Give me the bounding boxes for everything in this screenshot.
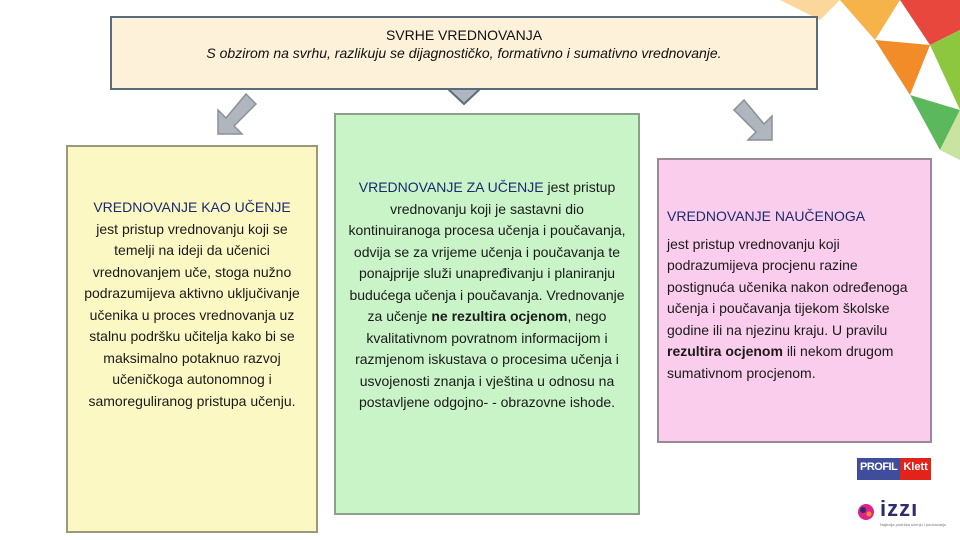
assessment-of-learning-body (667, 234, 922, 385)
arrow-down-left-icon (212, 90, 260, 138)
izzi-mark-icon (856, 502, 876, 522)
izzi-wordmark: izzı (880, 496, 919, 521)
assessment-for-learning-emphasis: ne rezultira ocjenom (431, 308, 568, 324)
assessment-of-learning-text-b: ili nekom drugom sumativnom procjenom. (667, 343, 894, 381)
assessment-for-learning-box (334, 113, 640, 515)
assessment-for-learning-text-a: jest pristup vrednovanju koji je sastavni dio kontinuiranoga procesa učenja i poučavanja, odvija se za vrijeme učenja i poučavanja te ponajprije služi unapređivanju i planiranju budućega učenja i poučavanja. Vrednovanje za učenje (348, 179, 626, 324)
assessment-for-learning-title: VREDNOVANJE ZA UČENJE (358, 179, 544, 195)
page-title: SVRHE VREDNOVANJA (385, 27, 543, 43)
assessment-of-learning-box (657, 158, 932, 443)
assessment-for-learning-text-b: , nego kvalitativnom povratnom informacijom i razmjenom iskustava o procesima učenja i usvojenosti znanja i vještina u odnosu na postavljene odgojno- - obrazovne ishode. (355, 308, 619, 410)
assessment-of-learning-title: VREDNOVANJE NAUČENOGA (667, 208, 866, 224)
arrow-down-right-icon (730, 96, 778, 144)
izzi-logo (856, 496, 947, 530)
assessment-of-learning-text-a: jest pristup vrednovanju koji podrazumijeva procjenu razine postignuća učenika nakon određenoga učenja i poučavanja tijekom školske godine ili na njezinu kraju. U pravilu (667, 235, 908, 338)
izzi-tagline: Najbolja podrška učenju i poučavanju (880, 522, 947, 527)
header-box (110, 16, 818, 90)
profil-klett-logo: PROFIL Klett (857, 458, 923, 480)
assessment-as-learning-text: jest pristup vrednovanju koji se temelji na ideji da učenici vrednovanjem uče, stoga nužno podrazumijeva aktivno uključivanje učenika u proces vrednovanja uz stalnu podršku učitelja kako bi se maksimalno potaknuo razvoj učeničkoga autonomnog i samoreguliranog pristupa učenju. (84, 220, 300, 409)
page-subtitle: S obzirom na svrhu, razlikuju se dijagnostičko, formativno i sumativno vrednovanje. (206, 45, 722, 61)
assessment-of-learning-emphasis: rezultira ocjenom (667, 343, 783, 359)
assessment-as-learning-box (66, 145, 318, 533)
assessment-as-learning-title: VREDNOVANJE KAO UČENJE (93, 199, 291, 215)
